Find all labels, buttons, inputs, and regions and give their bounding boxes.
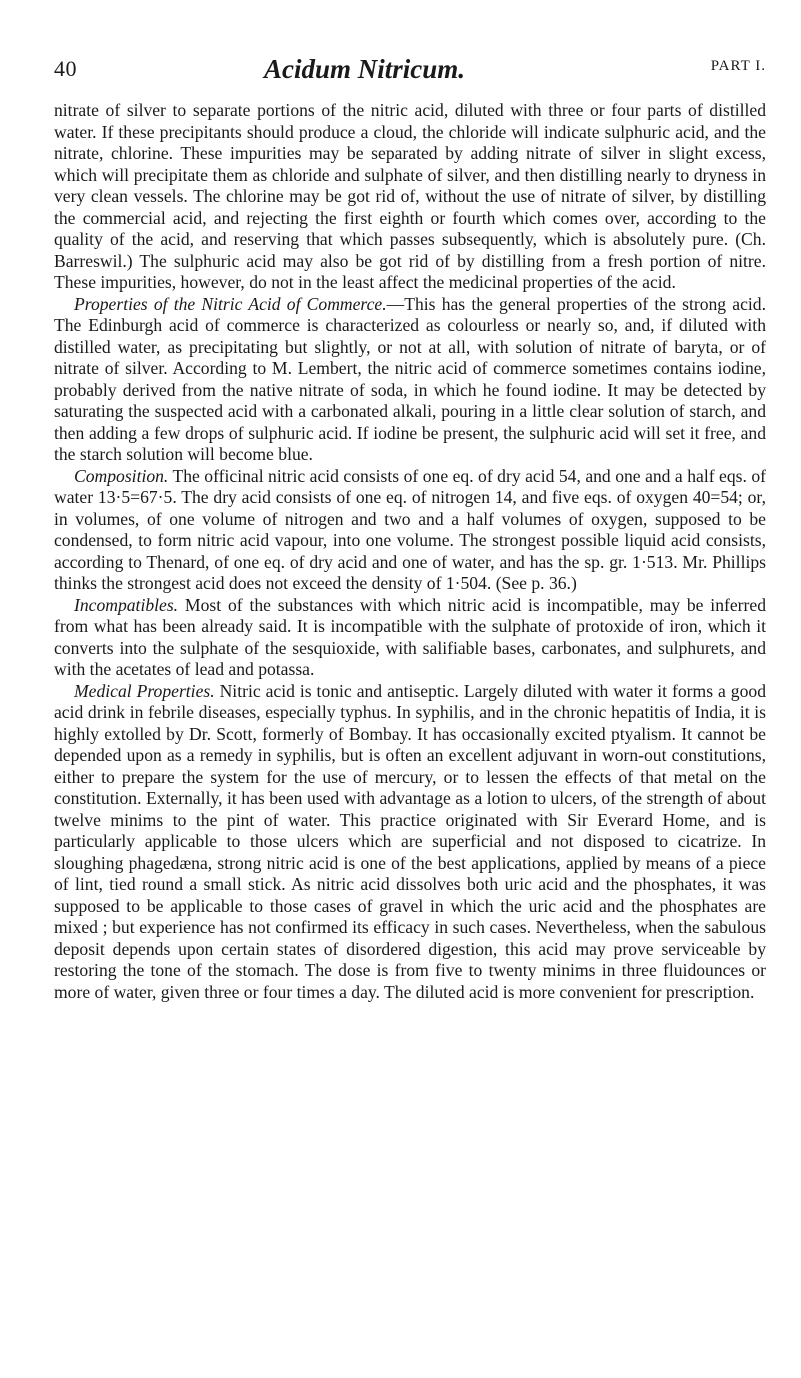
paragraph-incompatibles xyxy=(54,595,766,681)
section-title-composition: Composition. xyxy=(74,465,169,486)
paragraph-text: Most of the substances with which nitric acid is incompatible, may be inferred from what has been already said. It is incompatible with the sulphate of protoxide of iron, which it converts into the sulphate of the sesquioxide, with salifiable bases, carbonates, and sulphurets, and with the acetates of lead and potassa. xyxy=(54,594,766,679)
paragraph-impurities xyxy=(54,100,766,294)
paragraph-text: The officinal nitric acid consists of one eq. of dry acid 54, and one and a half eqs. of water 13·5=67·5. The dry acid consists of one eq. of nitrogen 14, and five eqs. of oxygen 40=54; or, in volumes, of one volume of nitrogen and two and a half volumes of oxygen, supposed to be condensed, to form nitric acid vapour, into one volume. The strongest possible liquid acid consists, according to Thenard, of one eq. of dry acid and one of water, and has the sp. gr. 1·513. Mr. Phillips thinks the strongest acid does not exceed the density of 1·504. (See p. 36.) xyxy=(54,465,766,593)
paragraph-composition xyxy=(54,466,766,595)
page-number: 40 xyxy=(54,56,77,81)
running-title: Acidum Nitricum. xyxy=(264,54,466,84)
paragraph-text: nitrate of silver to separate portions of the nitric acid, diluted with three or four parts of distilled water. If these precipitants should produce a cloud, the chloride will indicate sulphuric acid, and the nitrate, chlorine. These impurities may be separated by adding nitrate of silver in slight excess, which will precipitate them as chloride and sulphate of silver, and then distilling nearly to dryness in very clean vessels. The chlorine may be got rid of, without the use of nitrate of silver, by distilling the commercial acid, and rejecting the first eighth or fourth which comes over, according to the quality of the acid, and reserving that which passes subsequently, which is absolutely pure. (Ch. Barreswil.) The sulphuric acid may also be got rid of by distilling from a fresh portion of nitre. These impurities, however, do not in the least affect the medicinal properties of the acid. xyxy=(54,100,766,292)
section-title-medical: Medical Properties. xyxy=(74,680,215,701)
section-title-incompatibles: Incompatibles. xyxy=(74,594,179,615)
body-text xyxy=(54,100,766,1003)
paragraph-text: —This has the general properties of the strong acid. The Edinburgh acid of commerce is characterized as colourless or nearly so, and, if diluted with distilled water, as precipitating but slightly, or not at all, with solution of nitrate of baryta, or of nitrate of silver. According to M. Lembert, the nitric acid of commerce sometimes contains iodine, probably derived from the native nitrate of soda, in which he found iodine. It may be detected by saturating the suspected acid with a carbonated alkali, pouring in a little clear solution of starch, and then adding a few drops of sulphuric acid. If iodine be present, the sulphuric acid will set it free, and the starch solution will become blue. xyxy=(54,293,766,464)
book-page xyxy=(54,56,766,1003)
running-head xyxy=(54,56,766,92)
paragraph-medical-properties xyxy=(54,681,766,1004)
paragraph-text: Nitric acid is tonic and antiseptic. Largely diluted with water it forms a good acid drink in febrile diseases, especially typhus. In syphilis, and in the chronic hepatitis of India, it is highly extolled by Dr. Scott, formerly of Bombay. It has occasionally excited ptyalism. It cannot be depended upon as a remedy in syphilis, but is often an excellent adjuvant in worn-out constitutions, either to prepare the system for the use of mercury, or to lessen the effects of that metal on the constitution. Externally, it has been used with advantage as a lotion to ulcers, of the strength of about twelve minims to the pint of water. This practice originated with Sir Everard Home, and is particularly applicable to those ulcers which are superficial and not disposed to cicatrize. In sloughing phagedæna, strong nitric acid is one of the best applications, applied by means of a piece of lint, tied round a small stick. As nitric acid dissolves both uric acid and the phosphates, it was supposed to be applicable to those cases of gravel in which the uric acid and the phosphates are mixed ; but experience has not confirmed its efficacy in such cases. Nevertheless, when the sabulous deposit depends upon certain states of disordered digestion, this acid may prove serviceable by restoring the tone of the stomach. The dose is from five to twenty minims in three fluidounces or more of water, given three or four times a day. The diluted acid is more convenient for prescription. xyxy=(54,680,766,1002)
paragraph-properties-commerce xyxy=(54,294,766,466)
section-title-properties: Properties of the Nitric Acid of Commerce. xyxy=(74,293,387,314)
part-label: PART I. xyxy=(710,58,766,74)
